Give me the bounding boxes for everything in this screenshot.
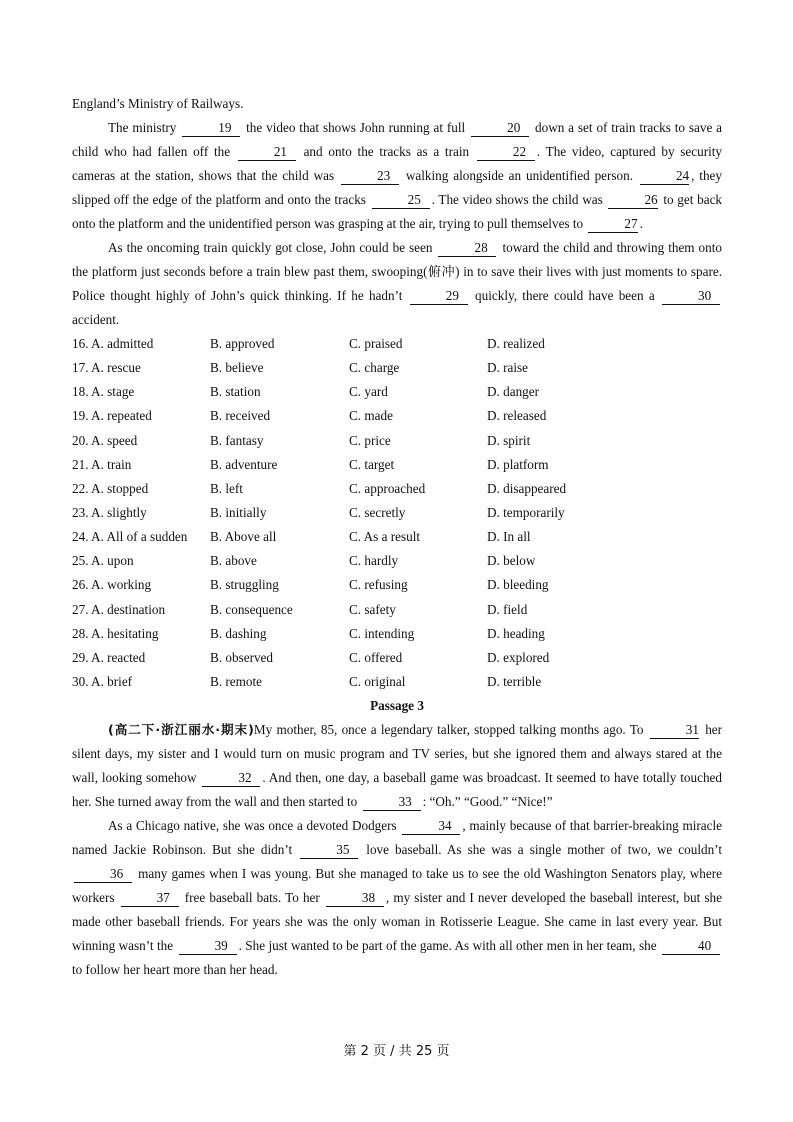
text: down a set of train tracks to save a child who had fallen off the	[72, 120, 723, 159]
option-b: B. consequence	[210, 601, 293, 617]
blank-35: 35	[300, 841, 358, 859]
option-b: B. remote	[210, 674, 263, 690]
text: . The video, captured by security cameras at the station, shows that the child was	[72, 144, 723, 183]
option-c: C. target	[349, 456, 395, 472]
option-c: C. original	[349, 674, 406, 690]
option-row-22	[72, 477, 722, 501]
blank-21: 21	[238, 143, 296, 161]
option-row-30	[72, 670, 722, 694]
text: her silent days, my sister and I would turn on music program and TV series, but she ignored them and always stared at the wall, looking somehow	[72, 722, 723, 786]
option-a: 17. A. rescue	[72, 360, 141, 376]
option-d: D. terrible	[487, 674, 542, 690]
text: . The video shows the child was	[431, 192, 603, 207]
text: many games when I was young. But she managed to take us to see the old Washington Senators play, where workers	[72, 866, 722, 906]
blank-31: 31	[650, 721, 699, 739]
option-row-16	[72, 332, 722, 356]
option-a: 18. A. stage	[72, 384, 135, 400]
option-row-29	[72, 646, 722, 670]
option-a: 29. A. reacted	[72, 649, 146, 665]
option-row-26	[72, 573, 722, 597]
text: to follow her heart more than her head.	[72, 962, 278, 978]
text: the video that shows John running at full	[246, 120, 466, 135]
option-d: D. disappeared	[487, 480, 567, 496]
option-d: D. heading	[487, 625, 545, 641]
blank-28: 28	[438, 239, 496, 257]
text: walking alongside an unidentified person.	[405, 168, 634, 183]
text: , mainly because of that barrier-breaking miracle named Jackie Robinson. But she didn’t	[72, 818, 723, 858]
option-b: B. station	[210, 384, 261, 400]
option-d: D. realized	[487, 336, 545, 352]
option-row-25	[72, 549, 722, 573]
option-b: B. above	[210, 553, 257, 569]
text: , my sister and I never developed the baseball interest, but she made other baseball friends. For years she was the only woman in Rotisserie League. She came in last every year. But winning wasn’t the	[72, 890, 722, 954]
passage3-paragraph-1	[72, 718, 722, 814]
option-c: C. charge	[349, 360, 400, 376]
blank-20: 20	[471, 119, 529, 137]
option-d: D. danger	[487, 384, 539, 400]
option-c: C. refusing	[349, 577, 408, 593]
text: love baseball. As she was a single mother of two, we couldn’t	[366, 842, 723, 858]
passage-3-heading: Passage 3	[370, 698, 424, 714]
document-body	[72, 92, 722, 982]
option-c: C. safety	[349, 601, 396, 617]
blank-22: 22	[477, 143, 535, 161]
option-c: C. made	[349, 408, 393, 424]
option-a: 27. A. destination	[72, 601, 166, 617]
option-c: C. intending	[349, 625, 415, 641]
text: My mother, 85, once a legendary talker, stopped talking months ago. To	[253, 722, 644, 738]
options-list	[72, 332, 722, 694]
text: As a Chicago native, she was once a devoted Dodgers	[108, 818, 397, 834]
option-c: C. price	[349, 432, 391, 448]
option-a: 25. A. upon	[72, 553, 134, 569]
option-row-27	[72, 598, 722, 622]
option-b: B. initially	[210, 505, 267, 521]
blank-38: 38	[326, 889, 384, 907]
blank-29: 29	[410, 287, 468, 305]
option-b: B. believe	[210, 360, 264, 376]
blank-24: 24	[640, 167, 689, 185]
option-d: D. platform	[487, 456, 549, 472]
option-a: 24. A. All of a sudden	[72, 529, 188, 545]
option-b: B. observed	[210, 649, 273, 665]
option-a: 22. A. stopped	[72, 480, 149, 496]
option-row-24	[72, 525, 722, 549]
option-row-18	[72, 380, 722, 404]
option-row-21	[72, 453, 722, 477]
option-d: D. explored	[487, 649, 550, 665]
option-c: C. approached	[349, 480, 426, 496]
option-d: D. temporarily	[487, 505, 565, 521]
blank-26: 26	[608, 191, 657, 209]
option-b: B. received	[210, 408, 271, 424]
option-d: D. spirit	[487, 432, 531, 448]
page-footer: 第 2 页 / 共 25 页	[343, 1044, 450, 1059]
text: and onto the tracks as a train	[303, 144, 470, 159]
option-row-23	[72, 501, 722, 525]
option-d: D. released	[487, 408, 547, 424]
passage2-paragraph-1	[72, 116, 722, 236]
option-d: D. raise	[487, 360, 529, 376]
blank-27: 27	[588, 215, 637, 233]
blank-25: 25	[372, 191, 430, 209]
blank-32: 32	[202, 769, 260, 787]
text: accident.	[72, 312, 120, 327]
passage2-closing-line	[72, 92, 722, 116]
option-c: C. yard	[349, 384, 388, 400]
passage3-paragraph-2	[72, 814, 722, 982]
text: England’s Ministry of Railways.	[72, 96, 244, 111]
option-c: C. As a result	[349, 529, 421, 545]
blank-37: 37	[121, 889, 179, 907]
text: . And then, one day, a baseball game was broadcast. It seemed to have totally touched her. She turned away from the wall and then started to	[72, 770, 722, 810]
text: free baseball bats. To her	[184, 890, 320, 906]
option-b: B. approved	[210, 336, 275, 352]
option-row-19	[72, 404, 722, 428]
text: .	[639, 216, 643, 231]
option-row-28	[72, 622, 722, 646]
text: : “Oh.” “Good.” “Nice!”	[422, 794, 553, 810]
option-a: 16. A. admitted	[72, 336, 154, 352]
option-b: B. adventure	[210, 456, 278, 472]
blank-36: 36	[74, 865, 132, 883]
option-row-20	[72, 429, 722, 453]
option-a: 19. A. repeated	[72, 408, 152, 424]
text: toward the child and throwing them onto the platform just seconds before a train blew past them, swooping(俯冲) in to save their lives with just moments to spare. Police thought highly of John’s quick thinking. If he hadn’t	[72, 240, 723, 303]
blank-30: 30	[662, 287, 720, 305]
option-c: C. secretly	[349, 505, 406, 521]
blank-40: 40	[662, 937, 720, 955]
option-b: B. dashing	[210, 625, 267, 641]
text: , they slipped off the edge of the platform and onto the tracks	[72, 168, 723, 207]
passage2-paragraph-2	[72, 236, 722, 332]
option-a: 20. A. speed	[72, 432, 138, 448]
blank-19: 19	[182, 119, 240, 137]
text: quickly, there could have been a	[475, 288, 655, 303]
option-d: D. below	[487, 553, 536, 569]
option-b: B. left	[210, 480, 243, 496]
option-a: 21. A. train	[72, 456, 132, 472]
source-label: (高二下·浙江丽水·期末)	[108, 722, 254, 738]
text: . She just wanted to be part of the game. As with all other men in her team, she	[238, 938, 657, 954]
option-a: 30. A. brief	[72, 674, 133, 690]
option-c: C. offered	[349, 649, 403, 665]
option-a: 26. A. working	[72, 577, 152, 593]
option-c: C. hardly	[349, 553, 399, 569]
blank-33: 33	[363, 793, 421, 811]
option-row-17	[72, 356, 722, 380]
option-a: 28. A. hesitating	[72, 625, 159, 641]
option-d: D. In all	[487, 529, 531, 545]
option-c: C. praised	[349, 336, 403, 352]
option-a: 23. A. slightly	[72, 505, 147, 521]
option-b: B. fantasy	[210, 432, 264, 448]
blank-39: 39	[179, 937, 237, 955]
text: to get back onto the platform and the unidentified person was grasping at the air, trying to pull themselves to	[72, 192, 723, 231]
option-d: D. bleeding	[487, 577, 549, 593]
text: As the oncoming train quickly got close, John could be seen	[108, 240, 433, 255]
option-b: B. Above all	[210, 529, 277, 545]
text: The ministry	[108, 120, 177, 135]
option-b: B. struggling	[210, 577, 279, 593]
option-d: D. field	[487, 601, 528, 617]
blank-34: 34	[402, 817, 460, 835]
blank-23: 23	[341, 167, 399, 185]
